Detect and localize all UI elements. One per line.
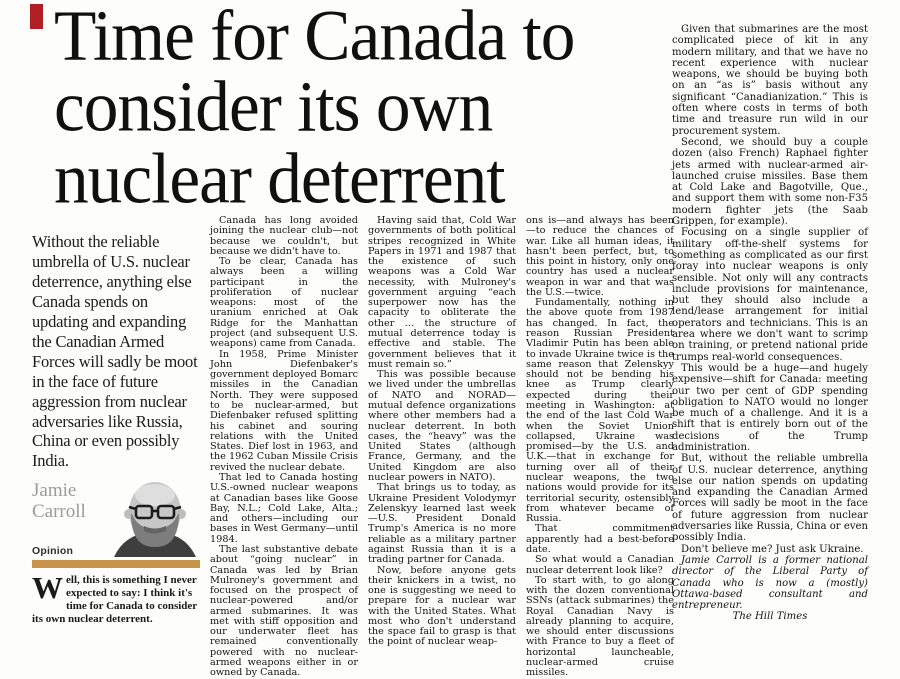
standfirst: Without the reliable umbrella of U.S. nuclear deterrence, anything else Canada spends on updating and expanding the Canadian Armed Forces will sadly be moot in the face of future aggression from nuclear adversaries like Russia, China or even possibly India. [32, 231, 198, 471]
author-bio: Jamie Carroll is a former national director of the Liberal Party of Canada who is now a (mostly) Ottawa-based consultant and entrepreneur. [672, 554, 868, 612]
body-column-2 [368, 216, 516, 679]
paragraph: In 1958, Prime Minister John Diefenbaker's government deployed Bomarc missiles in the Canadian North. They were supposed to be nuclear-armed, but Diefenbaker refused splitting his cabinet and souring relations with the United States. Dief lost in 1963, and the 1962 Cuban Missile Crisis revived the nuclear debate. [210, 348, 358, 473]
author-byline: Jamie Carroll [32, 480, 86, 522]
paragraph: To start with, to go along with the dozen conventional SSNs (attack submarines) the Royal Canadian Navy is already planning to acquire, we should enter discussions with France to buy a fleet of horizontal launcheable, nuclear-armed cruise missiles. [526, 574, 674, 679]
paragraph: The last substantive debate about “going nuclear” in Canada was led by Brian Mulroney's government and focused on the prospect of nuclear-powered and/or armed submarines. It was met with stiff opposition and our underwater fleet has remained conventionally powered with no nuclear-armed weapons either in or owned by Canada. [210, 543, 358, 679]
author-photo [110, 481, 200, 557]
paragraph: That commitment apparently had a best-before date. [526, 523, 674, 555]
drop-cap: W [32, 570, 63, 606]
gold-rule [32, 560, 200, 568]
article-columns [32, 214, 674, 679]
paragraph: Canada has long avoided joining the nuclear club—not because we couldn't, but because we didn't have to. [210, 214, 358, 257]
byline-row [32, 481, 200, 557]
paragraph: Having said that, Cold War governments of both political stripes recognized in White Papers in 1971 and 1987 that the existence of such weapons was a Cold War necessity, with Mulroney's government arguing “each superpower now has the capacity to obliterate the other … the structure of mutual deterrence today is effective and stable. The government believes that it must remain so.” [368, 214, 516, 370]
author-headshot-illustration [110, 481, 200, 557]
headline-block [32, 0, 660, 218]
intro-column [32, 216, 200, 679]
paragraph: Don't believe me? Just ask Ukraine. [681, 543, 864, 555]
paragraph: But, without the reliable umbrella of U.S. nuclear deterrence, anything else our nation spends on updating and expanding the Canadian Armed Forces will sadly be moot in the face of future aggression from nuclear adversaries like Russia, China or even possibly India. [672, 453, 868, 544]
paragraph: To be clear, Canada has always been a willing participant in the proliferation of nuclear weapons: most of the uranium enriched at Oak Ridge for the Manhattan project (and subsequent U.S. weapons) came from Canada. [210, 256, 358, 350]
paragraph: Second, we should buy a couple dozen (also French) Raphael fighter jets armed with nuclear-armed air-launched cruise missiles. Base them at Cold Lake and Bagotville, Que., and support them with some non-F35 modern fighter jets (the Saab Grippen, for example). [672, 136, 868, 228]
paragraph: ons is—and always has been—to reduce the chances of war. Like all human ideas, it hasn't been perfect, but, to this point in history, only one country has used a nuclear weapon in war and that was the U.S.—twice. [526, 214, 674, 298]
paragraph: Now, before anyone gets their knickers in a twist, no one is suggesting we need to prepare for a nuclear war with the United States. What most who don't understand the space fail to grasp is that the point of nuclear weap- [368, 564, 516, 648]
article-headline: Time for Canada to consider its own nuclear deterrent [54, 0, 575, 218]
body-column-4 [672, 0, 868, 647]
publication-tagline: The Hill Times [732, 611, 808, 623]
paragraph: That brings us to today, as Ukraine President Volodymyr Zelenskyy learned last week—U.S. President Donald Trump's America is no more reliable as a military partner against Russia than it is a trading partner for Canada. [368, 482, 516, 566]
lede-text: ell, this is something I never expected to say: I think it's time for Canada to consider its own nuclear deterrent. [32, 574, 197, 625]
red-accent-mark [30, 4, 43, 29]
paragraph: Fundamentally, nothing in the above quote from 1987 has changed. In fact, the reason Russian President Vladimir Putin has been able to invade Ukraine twice is the same reason that Zelenskyy should not be bending his knee as Trump clearly expected during their meeting in Washington: at the end of the last Cold War when the Soviet Union collapsed, Ukraine was promised—by the U.S. and U.K.—that in exchange for turning over all of their nuclear weapons, the two nations would provide for its territorial security, ostensibly from whatever became of Russia. [526, 297, 674, 525]
lede-paragraph [32, 570, 200, 625]
body-column-1 [210, 216, 358, 679]
paragraph: That led to Canada hosting U.S.-owned nuclear weapons at Canadian bases like Goose Bay, N.L.; Cold Lake, Alta.; and others—including our bases in West Germany—until 1984. [210, 471, 358, 545]
paragraph: Focusing on a single supplier of military off-the-shelf systems for something as complicated as our first foray into nuclear weapons is only sensible. Not only will any contracts include provisions for maintenance, but they should also include a lend/lease arrangement for initial operators and technicians. This is an area where we don't want to scrimp on training, or pretend national pride trumps real-world consequences. [672, 227, 868, 363]
paragraph: So what would a Canadian nuclear deterrent look like? [526, 554, 674, 576]
opinion-kicker: Opinion [32, 545, 74, 558]
body-column-3 [526, 216, 674, 679]
paragraph: This would be a huge—and hugely expensive—shift for Canada: meeting our two per cent of GDP spending obligation to NATO would no longer be much of a challenge. And it is a shift that is entirely born out of the decisions of the Trump administration. [672, 362, 868, 453]
byline-stack [32, 481, 106, 557]
paragraph: Given that submarines are the most complicated piece of kit in any modern military, and that we have no recent experience with nuclear weapons, we should be buying both on an “as is” basis without any significant “Canadianization.” This is often where costs in terms of both time and treasure run wild in our procurement system. [672, 24, 868, 137]
paragraph: This was possible because we lived under the umbrellas of NATO and NORAD—mutual defence organizations where other members had a nuclear deterrent. In both cases, the “heavy” was the United States (although France, Germany, and the United Kingdom are also nuclear powers in NATO). [368, 369, 516, 483]
